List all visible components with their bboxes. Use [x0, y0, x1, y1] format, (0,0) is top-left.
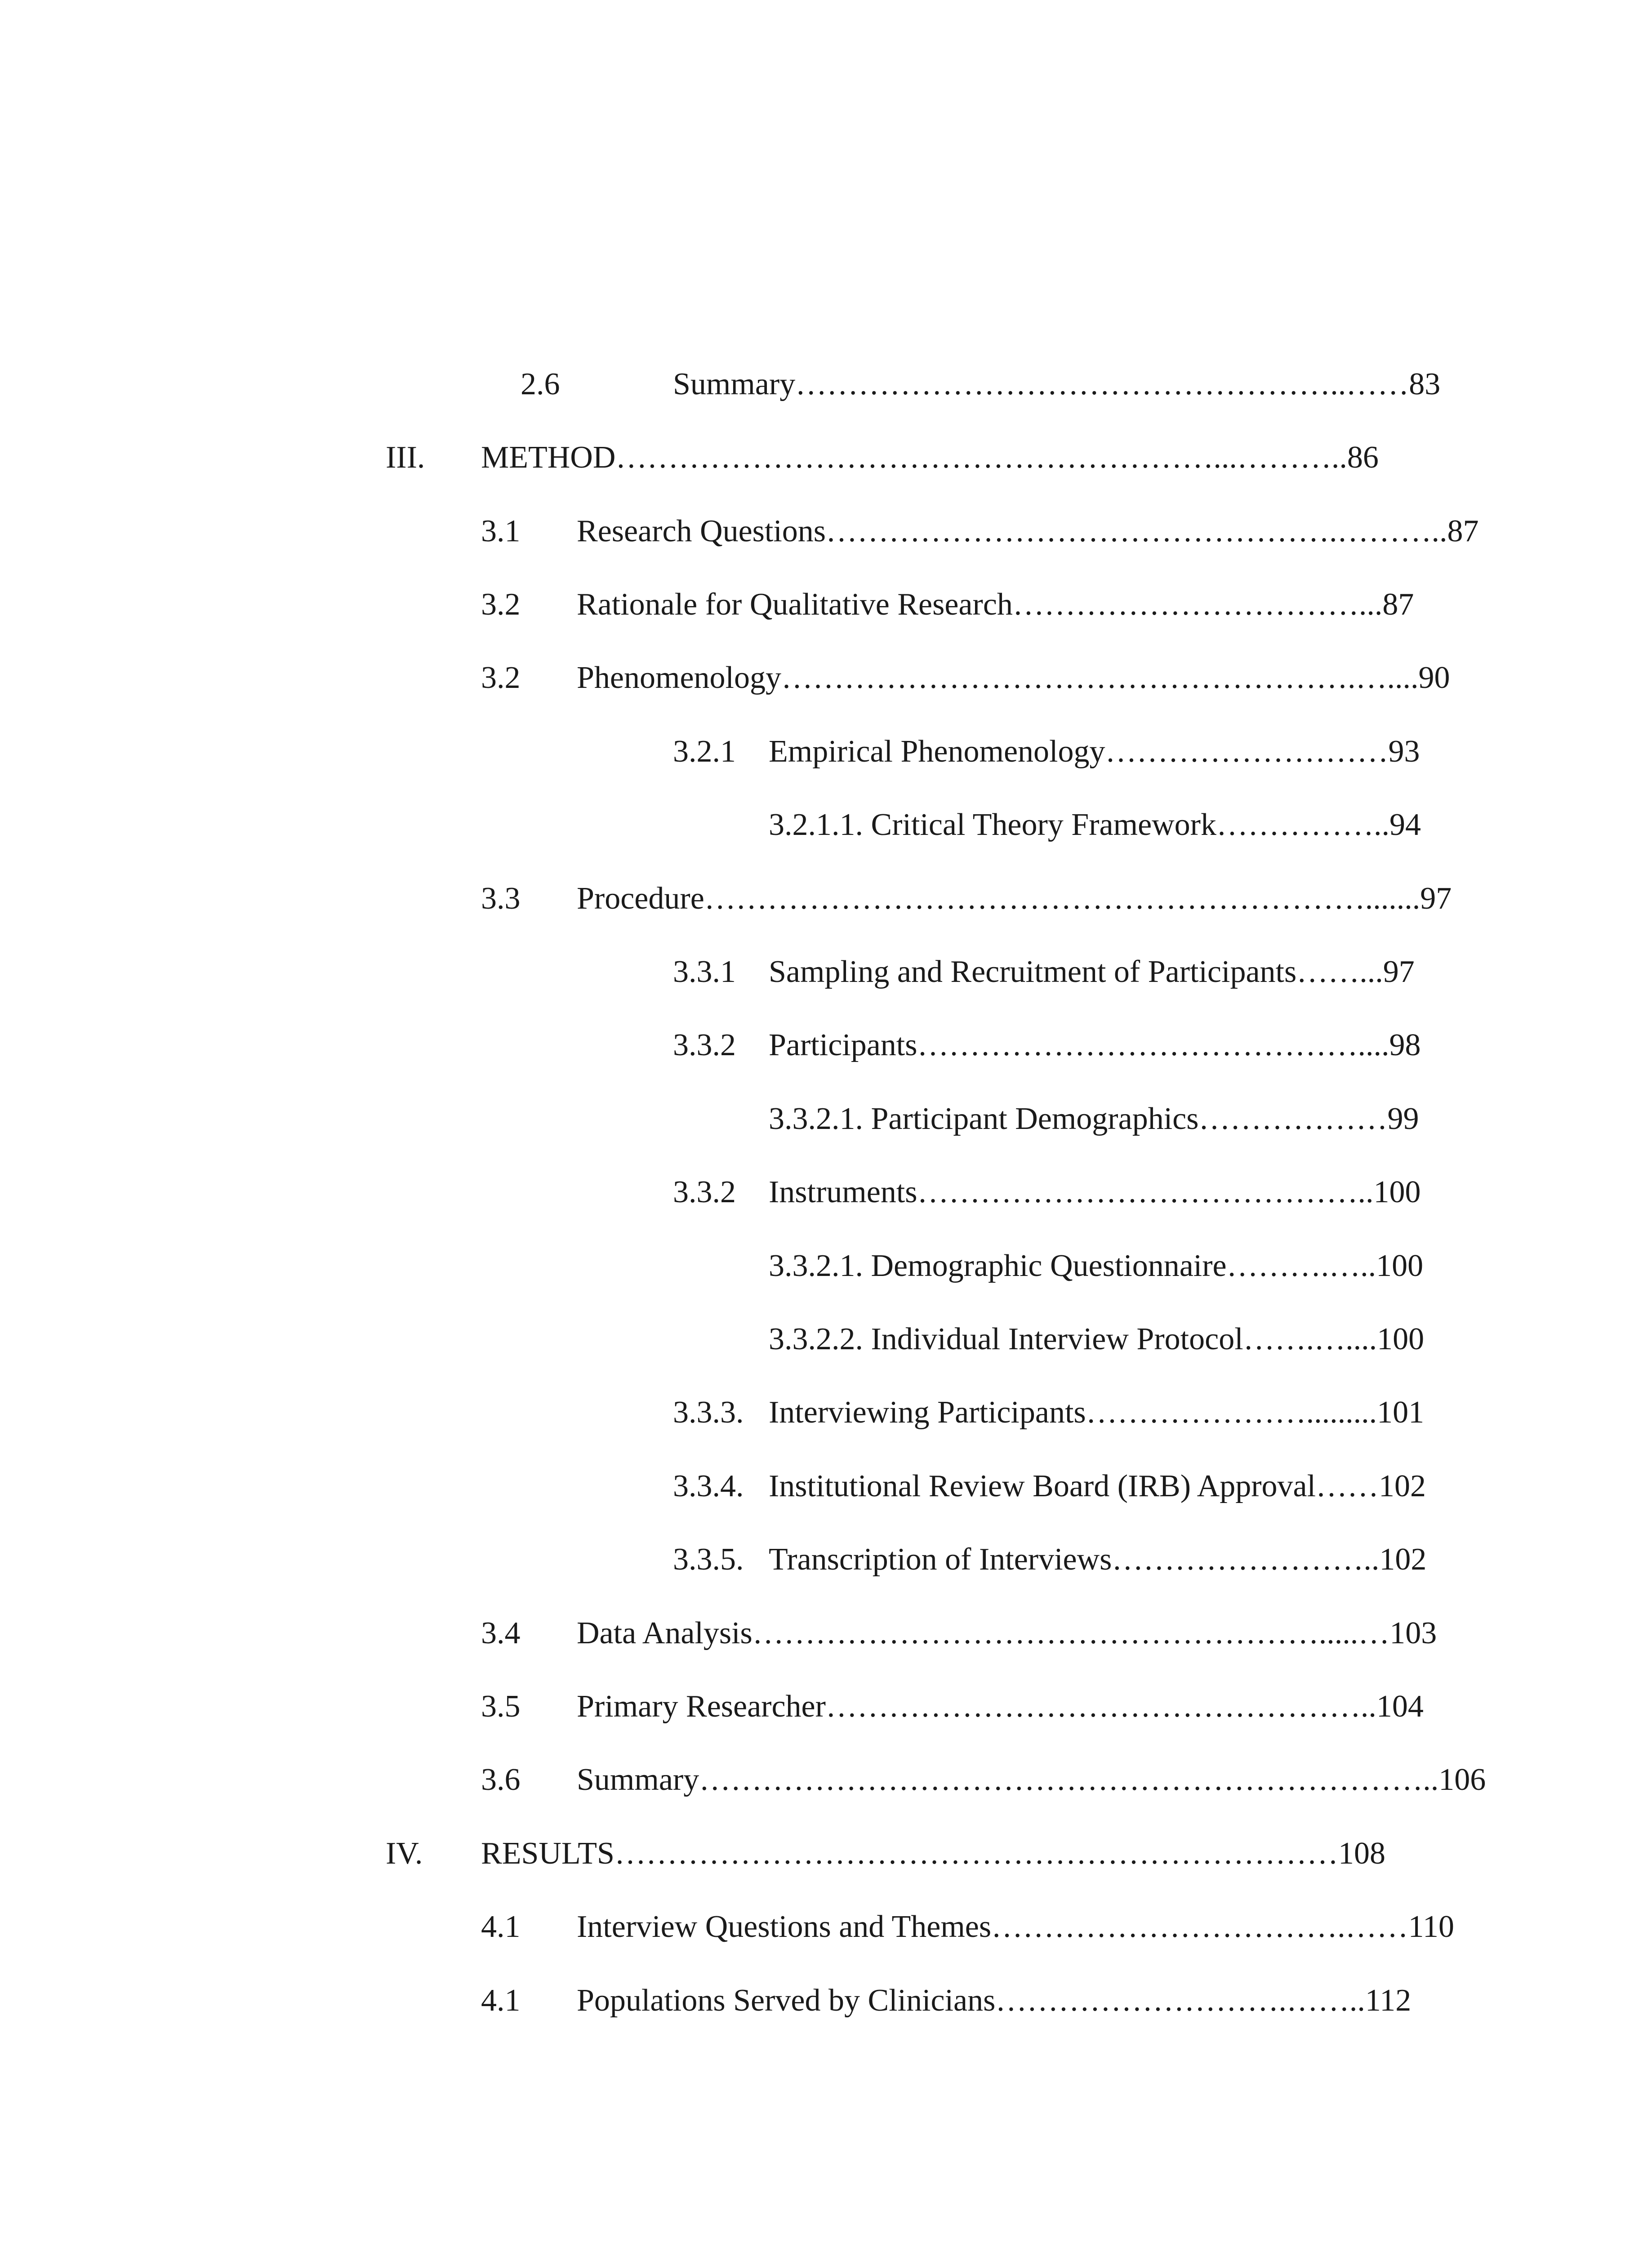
- toc-section-title: Summary……………………………………………………………..106: [577, 1762, 1486, 1797]
- toc-subsubsection-title: 3.3.2.1. Participant Demographics………………99: [769, 1102, 1419, 1136]
- toc-subsection-title: Empirical Phenomenology………………………93: [769, 734, 1420, 769]
- toc-entry-3-1: [0, 507, 1652, 556]
- toc-entry-3-5: [0, 1682, 1652, 1731]
- toc-section-title: Procedure……………………………………………………….......97: [577, 881, 1452, 916]
- toc-subsection-number: 3.3.3.: [673, 1395, 744, 1430]
- toc-section-title: Research Questions………………………………………….………..87: [577, 514, 1479, 549]
- toc-section-title: Data Analysis……………………………………………….....…103: [577, 1616, 1437, 1650]
- toc-entry-3-3-2-1-questionnaire: [0, 1241, 1652, 1291]
- toc-entry-3-6: [0, 1755, 1652, 1805]
- toc-section-title: Interview Questions and Themes…………………………….……110: [577, 1909, 1455, 1944]
- toc-subsection-title: Sampling and Recruitment of Participants……...97: [769, 955, 1415, 989]
- toc-subsubsection-title: 3.3.2.2. Individual Interview Protocol…….…....100: [769, 1322, 1425, 1356]
- toc-subsection-title: Interviewing Participants………………….........101: [769, 1395, 1425, 1430]
- toc-section-title: Phenomenology……………………………………………….…....90: [577, 660, 1450, 695]
- toc-chapter-title: RESULTS……………………………………………………………108: [481, 1836, 1385, 1871]
- toc-section-number: 4.1: [481, 1909, 521, 1944]
- toc-entry-3-3-2-participants: [0, 1021, 1652, 1070]
- toc-section-number: 3.2: [481, 660, 521, 695]
- toc-subsection-title: Institutional Review Board (IRB) Approval……102: [769, 1469, 1426, 1503]
- toc-entry-3-3-2-instruments: [0, 1168, 1652, 1217]
- toc-chapter-number: III.: [386, 440, 425, 475]
- toc-subsection-number: 3.3.4.: [673, 1469, 744, 1503]
- toc-subsection-number: 3.3.5.: [673, 1542, 744, 1577]
- toc-subsection-title: Participants……………………………………....98: [769, 1028, 1421, 1062]
- toc-section-number: 3.2: [481, 587, 521, 622]
- toc-section-number: 3.6: [481, 1762, 521, 1797]
- toc-subsection-number: 3.2.1: [673, 734, 736, 769]
- toc-entry-3-3: [0, 874, 1652, 923]
- toc-section-number: 4.1: [481, 1983, 521, 2018]
- toc-section-title: Primary Researcher……………………………………………..104: [577, 1689, 1424, 1724]
- toc-subsection-title: Instruments……………………………………..100: [769, 1175, 1421, 1209]
- toc-subsection-title: Transcription of Interviews……………………..102: [769, 1542, 1427, 1577]
- toc-entry-2-6: [0, 360, 1652, 409]
- toc-subsection-number: 3.3.2: [673, 1175, 736, 1209]
- toc-entry-3-3-1: [0, 947, 1652, 997]
- toc-entry-4-1-interview: [0, 1902, 1652, 1952]
- toc-subsection-number: 3.3.2: [673, 1028, 736, 1062]
- toc-entry-3-4: [0, 1609, 1652, 1658]
- toc-section-number: 3.5: [481, 1689, 521, 1724]
- toc-entry-3-2-rationale: [0, 580, 1652, 629]
- toc-subsubsection-title: 3.2.1.1. Critical Theory Framework……………..94: [769, 807, 1421, 842]
- toc-section-title: Populations Served by Clinicians……………………….……..112: [577, 1983, 1412, 2018]
- toc-chapter-title: METHOD…………………………………………………...………..86: [481, 440, 1379, 475]
- toc-entry-4-1-populations: [0, 1976, 1652, 2025]
- toc-entry-chapter-4: [0, 1829, 1652, 1878]
- toc-section-title: Summary……………………………………………..……83: [673, 367, 1441, 401]
- toc-subsubsection-title: 3.3.2.1. Demographic Questionnaire……….…..100: [769, 1249, 1424, 1283]
- toc-entry-3-2-1-1: [0, 800, 1652, 850]
- toc-entry-3-3-3: [0, 1388, 1652, 1437]
- toc-section-title: Rationale for Qualitative Research……………………………...87: [577, 587, 1414, 622]
- toc-section-number: 3.4: [481, 1616, 521, 1650]
- toc-chapter-number: IV.: [386, 1836, 423, 1871]
- toc-entry-3-2-1: [0, 727, 1652, 776]
- toc-subsection-number: 3.3.1: [673, 955, 736, 989]
- toc-entry-3-3-2-1-demographics: [0, 1094, 1652, 1144]
- toc-entry-chapter-3: [0, 433, 1652, 482]
- toc-entry-3-3-2-2: [0, 1315, 1652, 1364]
- toc-section-number: 3.1: [481, 514, 521, 549]
- toc-entry-3-3-4: [0, 1462, 1652, 1511]
- toc-section-number: 3.3: [481, 881, 521, 916]
- toc-entry-3-2-phenomenology: [0, 653, 1652, 703]
- toc-entry-3-3-5: [0, 1535, 1652, 1584]
- toc-section-number: 2.6: [521, 367, 560, 401]
